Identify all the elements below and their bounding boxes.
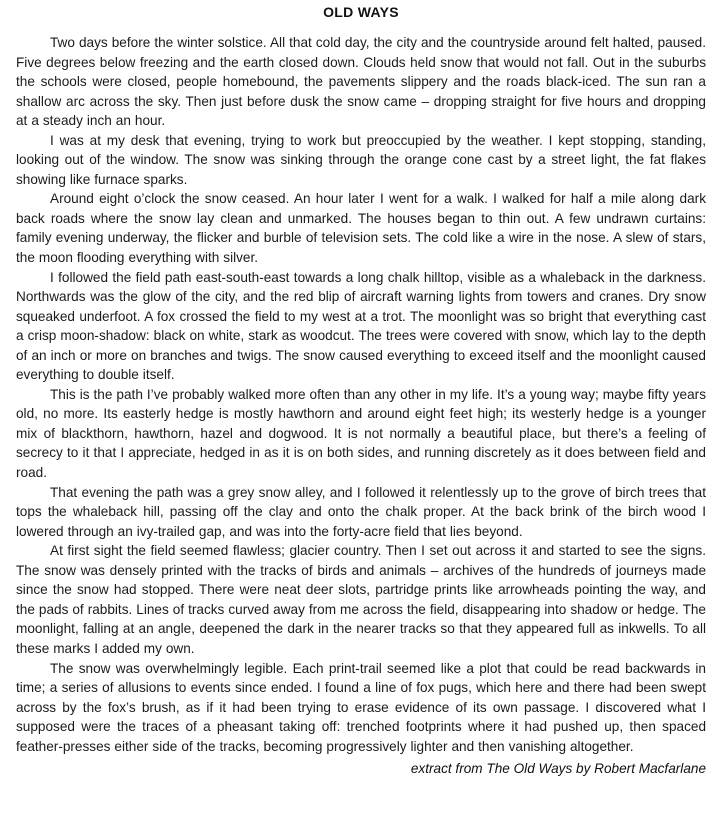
paragraph: This is the path I’ve probably walked more often than any other in my life. It’s a young way; maybe fifty years old, no more. Its easterly hedge is mostly hawthorn and around eight feet high; its westerly hedge is a younger mix of blackthorn, hawthorn, hazel and dogwood. It is not normally a beautiful place, but there’s a feeling of secrecy to it that I appreciate, hedged in as it is on both sides, and running discretely as it does between field and road. — [16, 386, 706, 481]
paragraph: I was at my desk that evening, trying to work but preoccupied by the weather. I kept stopping, standing, looking out of the window. The snow was sinking through the orange cone cast by a street light, the fat flakes showing like furnace sparks. — [16, 132, 706, 187]
paragraph: That evening the path was a grey snow alley, and I followed it relentlessly up to the grove of birch trees that tops the whaleback hill, passing off the clay and onto the chalk proper. At the back brink of the birch wood I lowered through an ivy-trailed gap, and was into the forty-acre field that lies beyond. — [16, 484, 706, 539]
paragraph: The snow was overwhelmingly legible. Each print-trail seemed like a plot that could be read backwards in time; a series of allusions to events since ended. I found a line of fox pugs, which here and there had been swept across by the fox’s brush, as if it had been trying to erase evidence of its own passage. I discovered what I supposed were the traces of a pheasant taking off: trenched footprints where it had pushed up, then spaced feather-presses either side of the tracks, becoming progressively lighter and then vanishing altogether. — [16, 660, 706, 754]
paragraph: Two days before the winter solstice. All that cold day, the city and the countryside around felt halted, paused. Five degrees below freezing and the earth closed down. Clouds held snow that would not fall. Out in the suburbs the schools were closed, people homebound, the pavements slippery and the roads black-iced. The sun ran a shallow arc across the sky. Then just before dusk the snow came – dropping straight for five hours and dropping at a steady inch an hour. — [16, 35, 706, 129]
document-title: OLD WAYS — [323, 4, 399, 20]
paragraph: I followed the field path east-south-east towards a long chalk hilltop, visible as a whaleback in the darkness. Northwards was the glow of the city, and the red blip of aircraft warning lights from towers and cranes. Dry snow squeaked underfoot. A fox crossed the field to my west at a trot. The moonlight was so bright that everything cast a crisp moon-shadow: black on white, stark as woodcut. The trees were covered with snow, which lay to the depth of an inch or more on branches and twigs. The snow caused everything to exceed itself and the moonlight caused everything to double itself. — [16, 269, 706, 383]
attribution-line: extract from The Old Ways by Robert Macfarlane — [410, 761, 706, 777]
paragraph: At first sight the field seemed flawless; glacier country. Then I set out across it and started to see the signs. The snow was densely printed with the tracks of birds and animals – archives of the hundreds of journeys made since the snow had stopped. There were neat deer slots, partridge prints like arrowheads pointing the way, and the pads of rabbits. Lines of tracks curved away from me across the field, disappearing into shadow or hedge. The moonlight, falling at an angle, deepened the dark in the nearer tracks so that they appeared full as inkwells. To all these marks I added my own. — [16, 543, 706, 656]
paragraph: Around eight o’clock the snow ceased. An hour later I went for a walk. I walked for half a mile along dark back roads where the snow lay clean and unmarked. The houses began to thin out. A few undrawn curtains: family evening underway, the flicker and burble of television sets. The cold like a wire in the nose. A slew of stars, the moon flooding everything with silver. — [16, 191, 706, 266]
